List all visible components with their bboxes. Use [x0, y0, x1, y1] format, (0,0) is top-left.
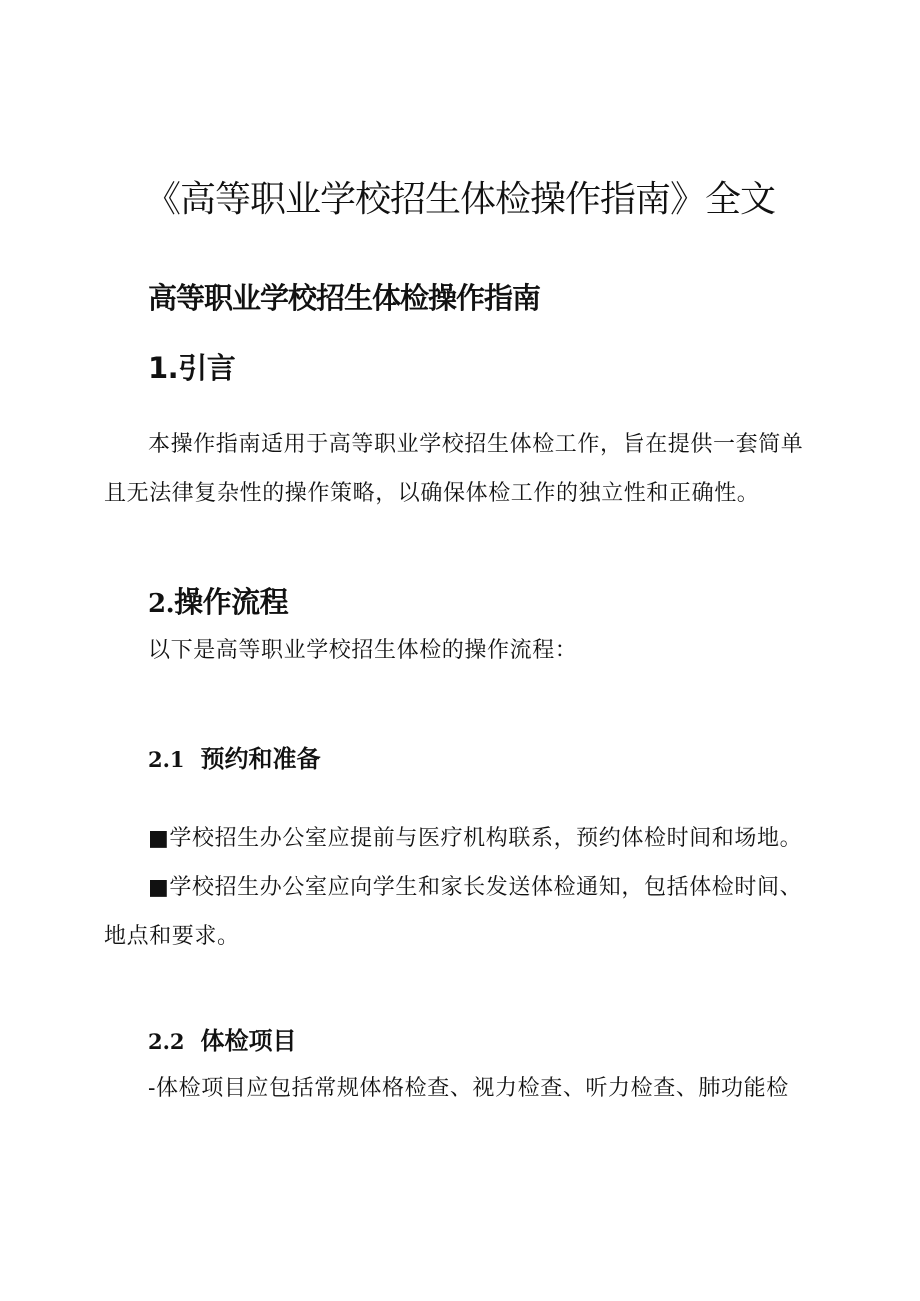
list-item: ■学校招生办公室应提前与医疗机构联系，预约体检时间和场地。: [148, 826, 803, 851]
subsection-heading-appointment: [148, 742, 321, 777]
introduction-paragraph: 本操作指南适用于高等职业学校招生体检工作，旨在提供一套简单且无法律复杂性的操作策略，以确保体检工作的独立性和正确性。: [104, 432, 804, 506]
procedure-intro: 以下是高等职业学校招生体检的操作流程：: [148, 638, 578, 663]
section-heading-procedure: [148, 582, 288, 624]
subsection-title: 预约和准备: [200, 745, 321, 773]
document-subtitle: 高等职业学校招生体检操作指南: [148, 281, 541, 315]
subsection-heading-exam-items: [148, 1024, 297, 1059]
subsection-number: 2.2: [148, 1029, 185, 1054]
section-heading-introduction: 1.引言: [148, 351, 236, 385]
list-item: -体检项目应包括常规体格检查、视力检查、听力检查、肺功能检: [148, 1076, 789, 1101]
section-title: 操作流程: [174, 585, 289, 619]
document-title: 《高等职业学校招生体检操作指南》全文: [144, 179, 775, 220]
subsection-title: 体检项目: [200, 1027, 297, 1055]
subsection-number: 2.1: [148, 747, 185, 772]
section-number: 2.: [148, 589, 175, 619]
list-item: ■学校招生办公室应向学生和家长发送体检通知，包括体检时间、: [148, 875, 803, 900]
list-item-continuation: 地点和要求。: [104, 924, 240, 949]
